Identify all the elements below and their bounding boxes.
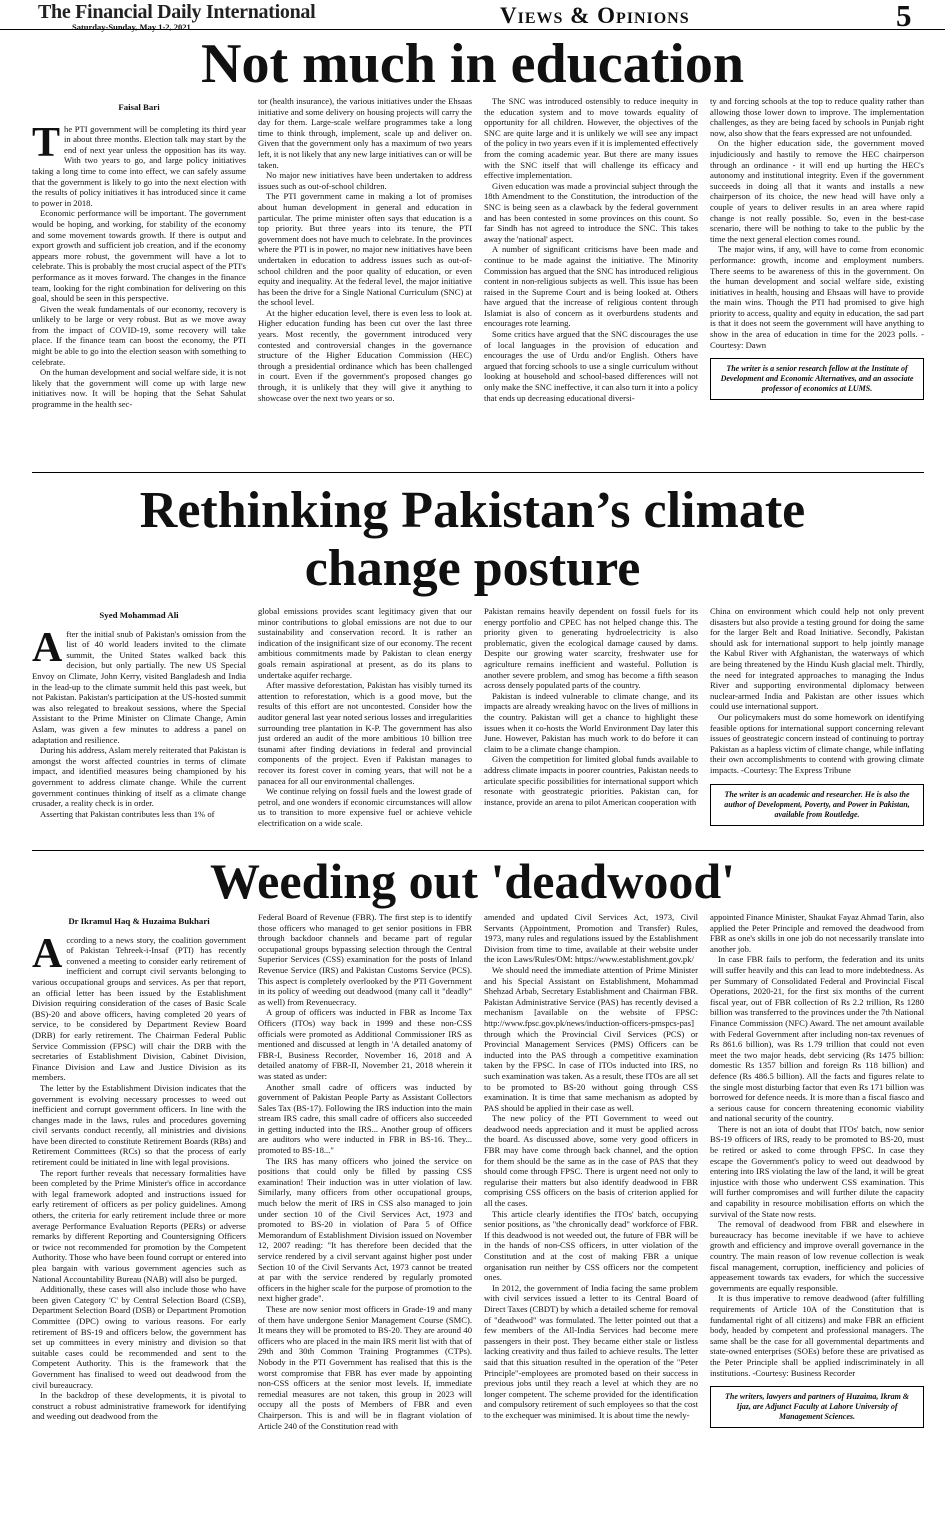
paragraph: ccording to a news story, the coalition government of Pakistan Tehreek-i-Insaf (PTI) has recently convened a meeting to consider early retirement of inefficient and corrupt civil servants belonging to various occupational groups and services. As per that report, an official letter has been issued by the Establishment Division requiring consideration of the cases of Basic Scale (BS)-20 and above officers, having completed 20 years of service, to be considered by Department Review Board (DRB) for early retirement. The Chairman Federal Public Service Commission (FPSC) will chair the DRB with the secretaries of Establishment Division, Cabinet Division, Finance Division and Law and Justice Division as its members. <box>32 934 246 1083</box>
article-column <box>710 606 924 844</box>
author-note: The writers, lawyers and partners of Huzaima, Ikram & Ijaz, are Adjunct Faculty at Lahore University of Management Sciences. <box>710 1386 924 1428</box>
section-title: Views & Opinions <box>500 3 690 28</box>
byline: Faisal Bari <box>118 102 160 112</box>
paragraph: On the human development and social welfare side, it is not likely that the government will come up with large new initiatives now. It will be hoping that the Sehat Sahulat programme in the health sec- <box>32 367 246 410</box>
paragraph: Additionally, these cases will also include those who have been given Category 'C' by Central Selection Board (CSB), Department Selection Board (DSB) or Department Promotion Committee (DPC) owing to various reasons. For early retirement of BS-19 and officers below, the government has set up committees in every ministry and division so that suitable cases could be recommended and sent to the Competent Authority. This is the framework that the Government has finalised to weed out deadwood from the civil bureaucracy. <box>32 1284 246 1390</box>
article-column <box>32 606 246 844</box>
paragraph: It is thus imperative to remove deadwood (after fulfilling requirements of Article 10A of the Constitution that is fundamental right of all citizens) and make FBR an efficient body, headed by competent and professional managers. The same shall be the case for all governmental departments and state-owned enterprises (SOEs) before these are privatised as the Peter Principle shall be applied indiscriminately in all institutions. -Courtesy: Business Recorder <box>710 1293 924 1378</box>
paragraph: The report further reveals that necessary formalities have been completed by the Prime Minister's office in accordance with legal framework adopted and instructions issued for early retirement of officers as per policy guidelines. Among others, the criteria for early retirement include three or more average Performance Evaluation Reports (PERs) or adverse remarks by different Reporting and Countersigning Officers or twice not recommended for promotion by the Competent Authority. Those who have been found corrupt or entered into plea bargain with various government agencies such as National Accountability Bureau (NAB) will also be purged. <box>32 1167 246 1284</box>
drop-cap: T <box>32 119 61 166</box>
paragraph: A number of significant criticisms have been made and continue to be made against the initiative. The Minority Commission has argued that the SNC has introduced religious content in non-religious subjects as well. This issue has been raised in the Supreme Court and is being looked at. Others have argued that the increase of religious content through Islamiat is also of concern as it overburdens students and encourages rote learning. <box>484 244 698 329</box>
paragraph: We should need the immediate attention of Prime Minister and his Special Assistant on Establishment, Mohammad Shehzad Arbab, Secretary Establishment and Chairman FBR. Pakistan Administrative Service (PAS) has recently devised a mechanism [available on the website of FPSC: http://www.fpsc.gov.pk/news/induction-officers-pmspcs-pas] through which the Provincial Civil Services (PCS) or Provincial Management Services (PMS) Officers can be inducted into the PAS through a competitive examination taken by the FPSC. In case of ITOs inducted into IRS, no such examination was taken. As a result, these ITOs are all set to be promoted to BS-20 without going through CSS examination. It is time that same mechanism as adopted by PAS should be applied in their case as well. <box>484 964 698 1113</box>
paragraph: Given education was made a provincial subject through the 18th Amendment to the Constitution, the introduction of the SNC is being seen as a clawback by the federal government and has been contested in some provinces on this count. So far Sindh has not agreed to introduce the SNC. This takes away the 'national' aspect. <box>484 180 698 244</box>
paragraph: Some critics have argued that the SNC discourages the use of local languages in the provision of education and encourages the use of Urdu and/or English. Others have argued that forcing schools to use a single curriculum without looking at household and school-based differences will not only make the SNC ineffective, it can also turn it into a policy that ends up decreasing educational diversi- <box>484 329 698 403</box>
paragraph: he PTI government will be completing its third year in about three months. Election talk may start by the end of next year unless the opposition has its way. With two years to go, and large policy initiatives taking a long time to come into effect, we can safely assume that the government is likely to go into the next election with the results of policy initiatives it has introduced since it came to power in 2018. <box>32 123 246 208</box>
article-column <box>258 96 472 480</box>
paragraph: Given the weak fundamentals of our economy, recovery is unlikely to be large or very robust. But as we move away from the impact of COVID-19, some recovery will take place. If the finance team can boost the economy, the PTI might be able to go into the election season with something to celebrate. <box>32 303 246 367</box>
article-column <box>710 912 924 1518</box>
paragraph: The major wins, if any, will have to come from economic performance: growth, income and employment numbers. There seems to be awareness of this in the government. On the human development and social welfare side, existing initiatives in health, housing and Ehsaas will have to provide the main wins. Though the PTI had promised to give high priority to access, quality and equity in education, the sad part is that it does not seem the government will have anything to show in the area of education in time for the 2023 polls. -Courtesy: Dawn <box>710 244 924 350</box>
headline-line: Rethinking Pakistan’s climate <box>139 482 806 539</box>
headline-line: change posture <box>304 540 641 597</box>
article-headline: Not much in education <box>201 33 744 95</box>
paragraph: tor (health insurance), the various initiatives under the Ehsaas initiative and some delivery on housing projects will carry the day for them. Large-scale welfare programmes take a long time to think through, implement, scale up and deliver on. Given that the government only has a maximum of two years left, it is not likely that any new large initiatives can or will be taken. <box>258 96 472 170</box>
paragraph: appointed Finance Minister, Shaukat Fayaz Ahmad Tarin, also applied the Peter Principle and removed the deadwood from FBR as one's skills in one job do not necessarily translate into another job. <box>710 912 924 954</box>
paragraph: amended and updated Civil Services Act, 1973, Civil Servants (Appointment, Promotion and Transfer) Rules, 1973, many rules and regulations issued by the Establishment Division from time to time, available at their website under the icon Laws/Rules/OM: https://www.establishment.gov.pk/ <box>484 912 698 965</box>
paragraph: The letter by the Establishment Division indicates that the government is evolving necessary processes to weed out inefficient and corrupt government officers. In line with the changes made in the laws, rules and procedures governing civil servants conduct recently, all ministries and divisions have been directed to constitute Retirement Boards (RBs) and Retirement Committees (RCs) so that the process of early retirement could be initiated in line with legal provisions. <box>32 1082 246 1168</box>
author-note: The writer is an academic and researcher. He is also the author of Development, Poverty, and Power in Pakistan, available from Routledge. <box>710 784 924 826</box>
newspaper-logo: The Financial Daily International <box>38 1 316 23</box>
paragraph: After massive deforestation, Pakistan has visibly turned its attention to reforestation, which is a good move, but the results of this effort are not uncontested. Consider how the auditor general last year noted serious losses and irregularities surrounding tree plantation in K-P. The government has also just ordered an audit of the more ambitious 10 billion tree tsunami after finding deviations in federal and provincial components of the project. Even if Pakistan manages to recover its forest cover in coming years, that will not be a panacea for all our environmental challenges. <box>258 680 472 786</box>
article-climate <box>0 476 945 848</box>
paragraph: Asserting that Pakistan contributes less than 1% of <box>40 808 215 819</box>
paragraph: This article clearly identifies the ITOs' batch, occupying senior positions, as "the chronically dead" workforce of FBR. If this deadwood is not weeded out, the future of FBR will be in the hands of non-CSS officers, in utter violation of the Constitution and at the cost of making FBR a unique organisation run neither by CSS officers nor the competent ones. <box>484 1208 698 1283</box>
paragraph: At the higher education level, there is even less to look at. Higher education funding has been cut over the last three years. Most recently, the government introduced very contested and controversial changes in the governance structure of the Higher Education Commission (HEC) through a presidential ordinance which has been challenged in court. Even if the government's proposed changes go through, it is unlikely that they will give it anything to showcase over the next two years or so. <box>258 307 472 403</box>
article-columns <box>32 96 924 480</box>
paragraph: No major new initiatives have been undertaken to address issues such as out-of-school children. <box>258 170 472 191</box>
paragraph: The PTI government came in making a lot of promises about human development in general and education in particular. The prime minister often says that education is a top priority. But three years into its tenure, the PTI government does not have much to celebrate. In the provinces where the PTI is in power, no major new initiatives have been undertaken in education to address issues such as out-of-school children and the poor quality of education, or even equity and inequality. At the federal level, the major initiative has been the drive for a Single National Curriculum (SNC) at the school level. <box>258 191 472 308</box>
paragraph: In the backdrop of these developments, it is pivotal to construct a robust administrative framework for identifying and weeding out deadwood from the <box>32 1390 246 1422</box>
section-divider <box>32 850 924 851</box>
paragraph: Pakistan is indeed vulnerable to climate change, and its impacts are already wreaking havoc on the lives of millions in the country. Pakistan will get a chance to highlight these issues when it co-hosts the World Environment Day later this June. However, Pakistan has much work to do before it can claim to be a climate change champion. <box>484 690 698 754</box>
paragraph: ty and forcing schools at the top to reduce quality rather than allowing those lower down to improve. The implementation challenges, as they are being faced by schools in Punjab right now, also show that the fears expressed are not unfounded. <box>710 96 924 138</box>
byline: Dr Ikramul Haq & Huzaima Bukhari <box>68 916 210 926</box>
paragraph: China on environment which could help not only prevent disasters but also provide a testing ground for doing the same for the larger Belt and Road Initiative. Secondly, Pakistan should ask for international support to help jointly manage the Kabul River with Afghanistan, the waterways of which are being threatened by the Hindu Kush glacial melt. Thirdly, the need for integrated approaches to managing the Indus River and supporting environmental diplomacy between nuclear-armed India and Pakistan are other issues which could use international support. <box>710 606 924 712</box>
paragraph: The SNC was introduced ostensibly to reduce inequity in the education system and to move towards equality of opportunity for all children. However, the objectives of the SNC are quite large and it is unlikely we will see any impact of the policy in two years even if it is implemented effectively from the coming academic year. But there are many issues with the SNC itself that will challenge its efficacy and effective implementation. <box>484 96 698 181</box>
paragraph: The IRS has many officers who joined the service on positions that could only be filled by passing CSS examination! Their induction was in utter violation of law. Similarly, many officers from other occupational groups, much below the merit of IRS in CSS also managed to join under section 10 of the Civil Services Act, 1973 and promoted to BS-20 in violation of Para 5 of Office Memorandum of Establishment Division issued on November 12, 2007 reading: "It has therefore been decided that the service rendered by a civil servant against higher post under Section 10 of the Civil Servants Act, 1973 cannot be treated at par with the service rendered by regularly promoted officers in the higher scale for the purpose of promotion to the next higher grade". <box>258 1155 472 1304</box>
article-column <box>258 606 472 844</box>
paragraph: A group of officers was inducted in FBR as Income Tax Officers (ITOs) way back in 1999 and these non-CSS officials were promoted as Additional Commissioner IRS as mentioned and discussed at length in 'A detailed anatomy of FBR-I, Business Recorder, November 16, 2018 and A detailed anatomy of FBR-II, November 21, 2018 wherein it was stated as under: <box>258 1007 472 1081</box>
article-headline <box>0 482 945 598</box>
paragraph: During his address, Aslam merely reiterated that Pakistan is amongst the worst affected countries in terms of climate impact, and identified measures being championed by his government to address climate change. While the current government continues thinking of itself as a climate change crusader, a reality check is in order. <box>32 745 246 809</box>
article-headline: Weeding out 'deadwood' <box>209 853 736 909</box>
drop-cap: A <box>32 930 63 977</box>
section-divider <box>32 472 924 473</box>
paragraph: The new policy of the PTI Government to weed out deadwood needs appreciation and it must be applied across the board. As discussed above, some very good officers in FBR may have come through back channel, and the option for them should be the same as in the case of PAS that they should come through FPSC. There is urgent need not only to regularise their matters but also identify deadwood in FBR comprising CSS officers on the basis of criterion applied for all the cases. <box>484 1113 698 1209</box>
author-note: The writer is a senior research fellow at the Institute of Development and Economic Alternatives, and an associate professor of economics at LUMS. <box>710 358 924 400</box>
article-columns <box>32 606 924 844</box>
article-columns <box>32 912 924 1518</box>
paragraph: fter the initial snub of Pakistan's omission from the list of 40 world leaders invited to the climate summit, the United States walked back this decision, but only partially. The new US Special Envoy on Climate, John Kerry, visited Bangladesh and India in the lead-up to the climate summit held this past week, but not Pakistan. Pakistan's participation at the US-hosted summit was also relegated to breakout sessions, where the Special Assistant to the Prime Minister on Climate Change, Amin Aslam, was given a few minutes to address a panel on adaptation and resilience. <box>32 628 246 745</box>
paragraph: global emissions provides scant legitimacy given that our minor contributions to global emissions are not due to our sustainability and conservation record. It is rather an indication of the insignificant size of our economy. The recent ambitious commitments made by Pakistan to clean energy goals remain aspirational at present, as do its plans to undertake aquifer recharge. <box>258 606 472 680</box>
page-number: 5 <box>896 0 912 33</box>
article-column <box>484 96 698 480</box>
article-column <box>32 96 246 480</box>
byline: Syed Mohammad Ali <box>99 610 179 620</box>
paragraph: In 2012, the government of India facing the same problem with civil services issued a letter to its Central Board of Direct Taxes (CBDT) by which a detailed scheme for removal of "deadwood" was formulated. The letter pointed out that a few members of the All-India Services had become mere passengers in their post. They became either stale or listless lacking creativity and thus failed to achieve results. The letter said that this situation resulted in the operation of the "Peter Principle"-employees are promoted based on their success in previous jobs until they reach a level at which they are no longer competent. The scheme provided for the identification and compulsory retirement of such employees so that the cost to the exchequer was minimised. It is about time the newly- <box>484 1282 698 1420</box>
article-column <box>484 606 698 844</box>
paragraph: The removal of deadwood from FBR and elsewhere in bureaucracy has become inevitable if we have to achieve growth and efficiency and improve overall governance in the country. The main reason of low revenue collection is weak fiscal management, corruption, inefficiency and policies of appeasement towards tax evaders, for which the successive governments are equally responsible. <box>710 1219 924 1293</box>
paragraph: Pakistan remains heavily dependent on fossil fuels for its energy portfolio and CPEC has not helped change this. The priority given to generating hydroelectricity is also problematic, given the ecological damage caused by dams. Despite our growing water scarcity, freshwater use for agriculture remains inefficient and wasteful. Pollution is another severe problem, and smog has become a fifth season across densely populated parts of the country. <box>484 606 698 691</box>
article-deadwood <box>0 852 945 1520</box>
drop-cap: A <box>32 624 63 671</box>
paragraph: There is not an iota of doubt that ITOs' batch, now senior BS-19 officers of IRS, ready to be promoted to BS-20, must be retired or asked to come through FPSC. In case they escape the Government's policy to weed out deadwood by entering into IRS violating the law of the land, it will be great injustice with those who underwent CSS examination. This will further compromises and will further dilute the capacity and capability in resource mobilisation efforts on which the survival of the State now rests. <box>710 1123 924 1219</box>
article-column <box>32 912 246 1518</box>
masthead <box>0 0 945 33</box>
paragraph: We continue relying on fossil fuels and the lowest grade of petrol, and one wonders if economic circumstances will allow us to transition to more expensive fuel or achieve vehicle electrification on a wide scale. <box>258 786 472 828</box>
paragraph: Our policymakers must do some homework on identifying feasible options for international support concerning relevant issues of geostrategic concern instead of continuing to portray Pakistan as a hapless victim of climate change, while inflating their own accomplishments to contend with growing climate impacts. -Courtesy: The Express Tribune <box>710 711 924 775</box>
issue-date: Saturday-Sunday, May 1-2, 2021 <box>72 22 191 32</box>
article-column <box>710 96 924 480</box>
article-education <box>0 34 945 482</box>
paragraph: Economic performance will be important. The government would be hoping, and working, for stability of the economy and some movement towards growth. If there is output and export growth and sufficient job creation, and if the economy appears more robust, the government will have a lot to celebrate. This is probably the most crucial aspect of the PTI's performance as it moves forward. The changes in the finance team, looking for the right combination for delivering on this goal, should be seen in this perspective. <box>32 208 246 304</box>
paragraph: In case FBR fails to perform, the federation and its units will suffer heavily and this can lead to more indebtedness. As per Summary of Consolidated Federal and Provincial Fiscal Operations, 2020-21, for the first six months of the current fiscal year, out of FBR collection of Rs 2.2 trillion, Rs 1280 billion was transferred to the provinces under the 7th National Finance Commission (NFC) Award. The net amount available with Federal Government after including non-tax revenues of Rs 861.6 billion), was Rs 1.79 trillion that could not even meet the two major heads, debt servicing (Rs 1475 billion: domestic Rs 1357 billion and foreign Rs 118 billion) and defence (Rs 486.5 billion). All the facts and figures relate to the single most disturbing factor that even Rs 171 billion was borrowed for defence needs. It is more than a fiscal fiasco and a serious cause for concern threatening economic viability and national security of the country. <box>710 954 924 1124</box>
paragraph: Given the competition for limited global funds available to address climate impacts in poorer countries, Pakistan needs to articulate specific possibilities for international support which resonate with geostrategic priorities. Pakistan can, for instance, provide an arena to pilot American cooperation with <box>484 754 698 807</box>
paragraph: Federal Board of Revenue (FBR). The first step is to identify those officers who managed to get senior positions in FBR through backdoor channels and became part of regular occupational groups bypassing selection through the Central Superior Services (CSS) examination for the posts of Inland Revenue Service (IRS) and Pakistan Customs Service (PCS). This aspect is completely overlooked by the PTI Government in its policy of weeding out deadwood (many call it "deadly" as well) from Revenuecracy. <box>258 912 472 1007</box>
paragraph: Another small cadre of officers was inducted by government of Pakistan People Party as Assistant Collectors Sales Tax (BS-17). Following the IRS induction into the main stream IRS cadre, this small cadre of officers also succeeded in getting inducted into the IRS... Another group of officers are auditors who were inducted in FBR in BS-16. They... promoted to BS-18..." <box>258 1081 472 1156</box>
paragraph: On the higher education side, the government moved injudiciously and hastily to remove the HEC chairperson through an ordinance - it will end up hurting the HEC's autonomy and institutional integrity. Even if the government succeeds in doing all that it wants and installs a new chairperson of its choice, the new head will have only a couple of years to deliver results in an area where rapid change is not really possible. So, even in the best-case scenario, there will be nothing to take to the public by the time the next general election comes round. <box>710 138 924 244</box>
article-column <box>258 912 472 1518</box>
paragraph: These are now senior most officers in Grade-19 and many of them have undergone Senior Management Course (SMC). It means they will be promoted to BS-20. They are around 40 officers who are placed in the main IRS merit list with that of 29th and 30th Common Training Programmes (CTPs). Nobody in the PTI Government has realised that this is the worst compromise that FBR has ever made by appointing non-CSS officers at the senior most levels. If, immediate remedial measures are not taken, this group in 2023 will occupy all the posts of Members of FBR and even Chairperson. This is and will be in flagrant violation of Article 240 of the Constitution read with <box>258 1303 472 1431</box>
article-column <box>484 912 698 1518</box>
